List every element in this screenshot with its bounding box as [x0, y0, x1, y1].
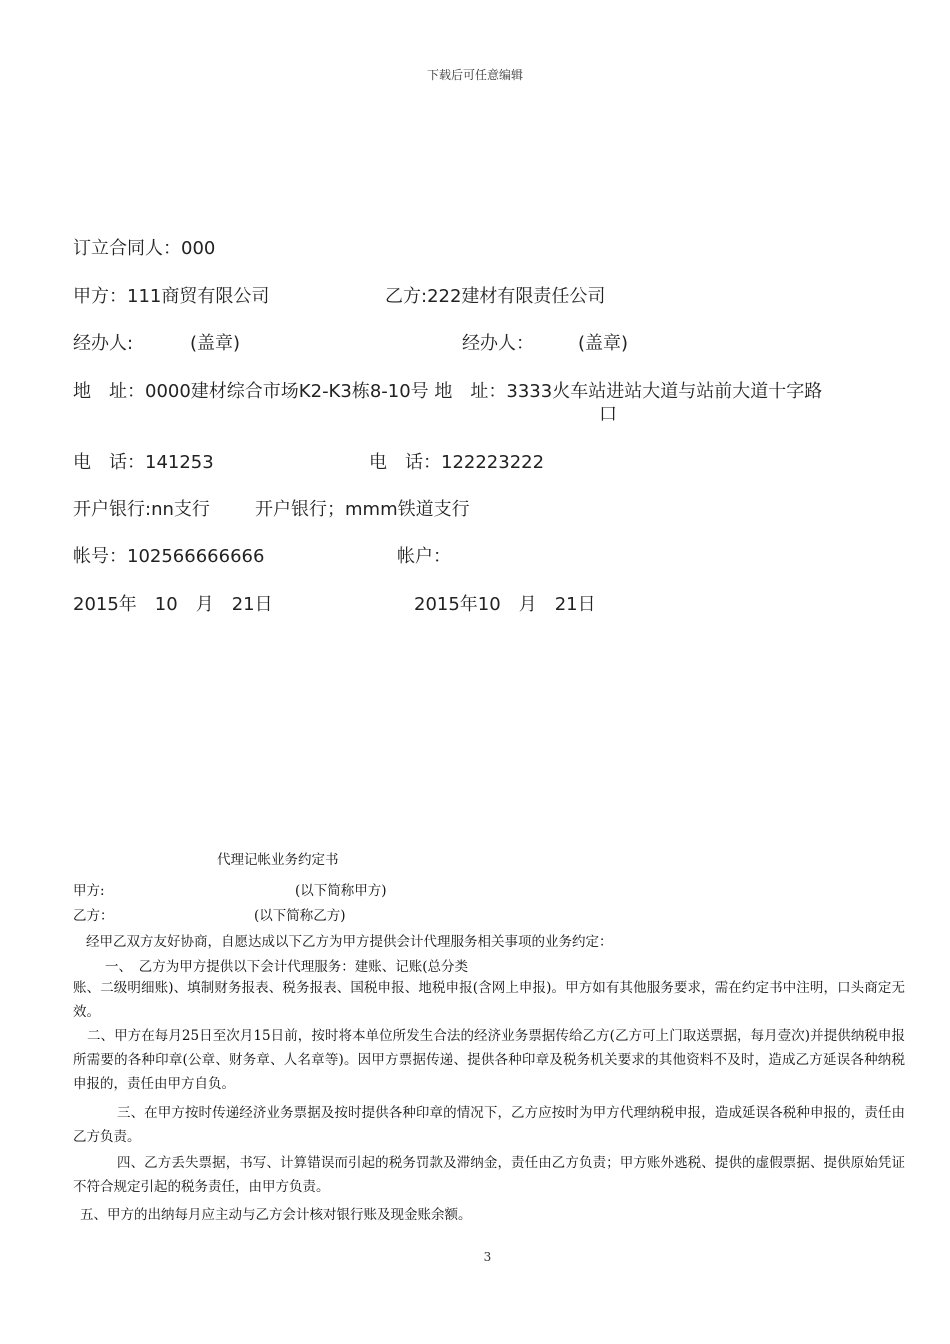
handler-b-label: 经办人：	[462, 333, 534, 354]
address-line: 地 址：0000建材综合市场K2-K3栋8-10号 地 址：3333火车站进站大道与站前大道十字路	[73, 381, 823, 402]
clause-5: 五、甲方的出纳每月应主动与乙方会计核对银行账及现金账余额。	[80, 1207, 472, 1223]
page-header: 下载后可任意编辑	[426, 68, 523, 82]
agreement-title: 代理记帐业务约定书	[217, 852, 339, 868]
phone-b: 电 话：122223222	[369, 452, 545, 473]
agreement-intro: 经甲乙双方友好协商，自愿达成以下乙方为甲方提供会计代理服务相关事项的业务约定：	[86, 934, 613, 950]
agreement-party-b-label: 乙方：	[73, 908, 114, 924]
address-b-continuation: 口	[599, 404, 617, 425]
clause-3: 三、在甲方按时传递经济业务票据及按时提供各种印章的情况下，乙方应按时为甲方代理纳税申报，造成延误各税种申报的，责任由乙方负责。	[73, 1105, 905, 1145]
contract-signer: 订立合同人：000	[73, 238, 216, 259]
phone-a: 电 话：141253	[73, 452, 214, 473]
bank-a: 开户银行:nn支行	[73, 499, 210, 520]
party-b-name: 乙方:222建材有限责任公司	[385, 286, 606, 307]
clause-1-first-line: 一、 乙方为甲方提供以下会计代理服务：建账、记账(总分类	[105, 959, 469, 975]
date-a: 2015年 10 月 21日	[73, 594, 273, 615]
page-number: 3	[483, 1250, 492, 1264]
agreement-party-a-note: (以下简称甲方)	[295, 883, 387, 899]
agreement-party-a-label: 甲方:	[73, 883, 105, 899]
agreement-party-b-note: (以下简称乙方)	[254, 908, 346, 924]
clause-1-body: 账、二级明细账)、填制财务报表、税务报表、国税申报、地税申报(含网上申报)。甲方如有其他服务要求，需在约定书中注明，口头商定无效。	[73, 980, 905, 1020]
bank-b: 开户银行；mmm铁道支行	[255, 499, 470, 520]
handler-b-seal: (盖章)	[578, 333, 629, 354]
account-b: 帐户：	[397, 546, 451, 567]
date-b: 2015年10 月 21日	[414, 594, 596, 615]
handler-a-label: 经办人:	[73, 333, 134, 354]
handler-a-seal: (盖章)	[190, 333, 241, 354]
clause-4: 四、乙方丢失票据，书写、计算错误而引起的税务罚款及滞纳金，责任由乙方负责；甲方账外逃税、提供的虚假票据、提供原始凭证不符合规定引起的税务责任，由甲方负责。	[73, 1155, 905, 1195]
clause-2: 二、甲方在每月25日至次月15日前，按时将本单位所发生合法的经济业务票据传给乙方(乙方可上门取送票据，每月壹次)并提供纳税申报所需要的各种印章(公章、财务章、人名章等)。因甲方票据传递、提供各种印章及税务机关要求的其他资料不及时，造成乙方延误各种纳税申报的，责任由甲方自负。	[73, 1028, 905, 1092]
account-a: 帐号：102566666666	[73, 546, 265, 567]
party-a-name: 甲方：111商贸有限公司	[73, 286, 270, 307]
